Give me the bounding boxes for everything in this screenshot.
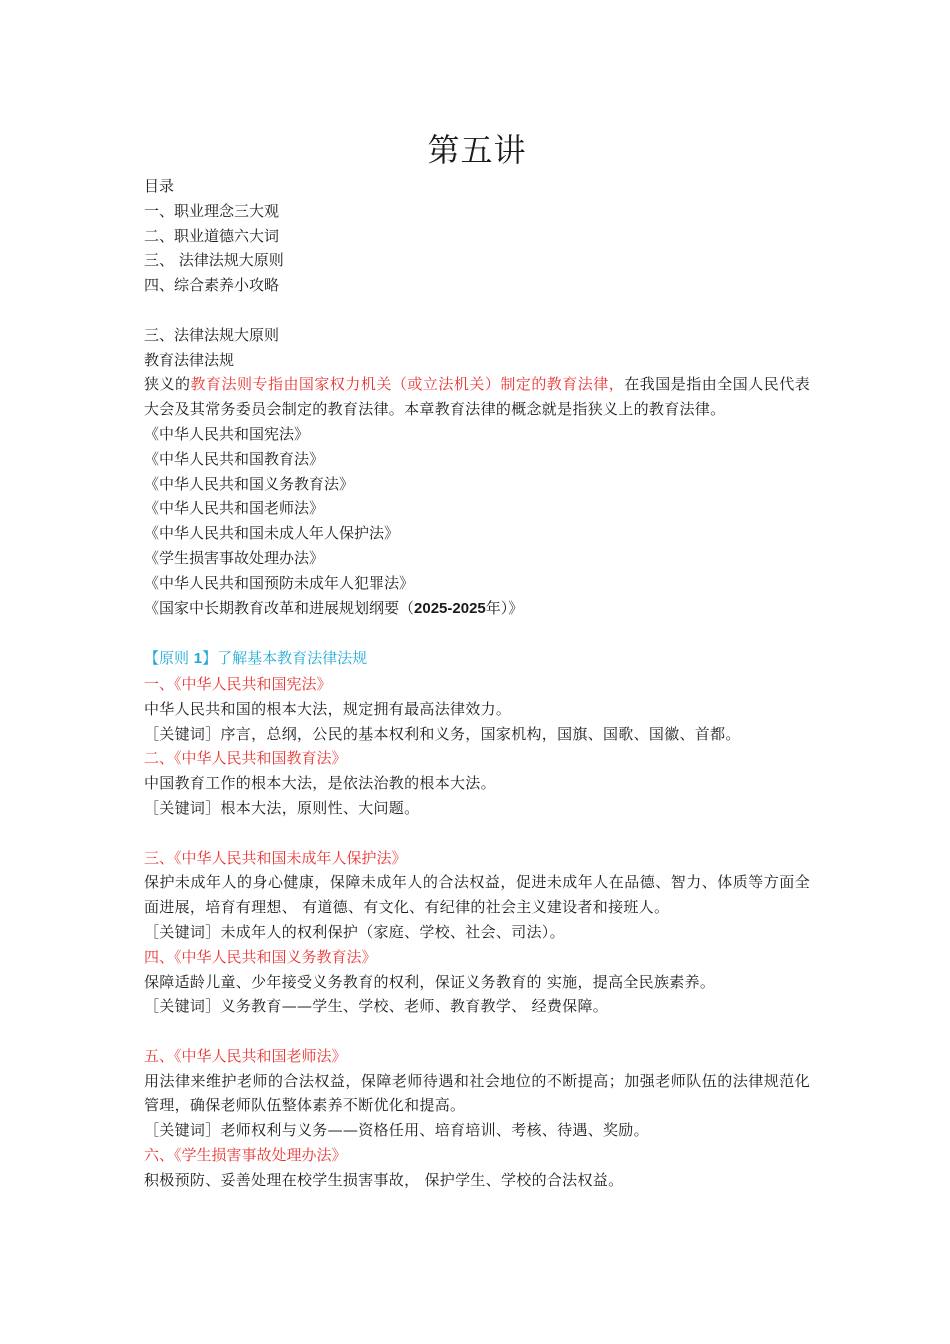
entry-description: 中华人民共和国的根本大法，规定拥有最高法律效力。 (144, 699, 512, 718)
principle-number: 1 (193, 650, 203, 668)
entry-keywords: ［关键词］未成年人的权利保护（家庭、学校、社会、司法）。 (144, 922, 565, 941)
law-list-item: 《中华人民共和国宪法》 (144, 424, 310, 443)
section-heading: 三、法律法规大原则 (144, 325, 280, 344)
entry-keywords: ［关键词］老师权利与义务——资格任用、培育培训、考核、待遇、奖励。 (144, 1121, 649, 1140)
entry-description: 用法律来维护老师的合法权益，保障老师待遇和社会地位的不断提高；加强老师队伍的法律规范化管理，确保老师队伍整体素养不断优化和提高。 (144, 1071, 810, 1115)
entry-title: 三、《中华人民共和国未成年人保护法》 (144, 848, 407, 867)
toc-item: 四、综合素养小攻略 (144, 276, 280, 295)
entry-description: 积极预防、妥善处理在校学生损害事故， 保护学生、学校的合法权益。 (144, 1170, 624, 1189)
definition-paragraph (144, 372, 810, 422)
law-list-item: 《中华人民共和国教育法》 (144, 449, 325, 468)
plan-years: 2025-2025 (414, 599, 486, 617)
spacer (144, 1019, 810, 1044)
entry-description: 中国教育工作的根本大法，是依法治教的根本大法。 (144, 774, 496, 793)
section-subheading: 教育法律法规 (144, 350, 235, 369)
entry-description: 保障适龄儿童、少年接受义务教育的权利，保证义务教育的 实施，提高全民族素养。 (144, 972, 716, 991)
definition-prefix: 狭义的 (144, 375, 191, 394)
law-list-item: 《中华人民共和国老师法》 (144, 499, 325, 518)
entry-title: 五、《中华人民共和国老师法》 (144, 1046, 347, 1065)
law-list-item: 《中华人民共和国义务教育法》 (144, 474, 355, 493)
entry-title: 六、《学生损害事故处理办法》 (144, 1146, 347, 1165)
entry-description: 保护未成年人的身心健康，保障未成年人的合法权益，促进未成年人在品德、智力、体质等方面全面进展，培育有理想、 有道德、有文化、有纪律的社会主义建设者和接班人。 (144, 873, 810, 917)
entry-keywords: ［关键词］义务教育——学生、学校、老师、教育教学、 经费保障。 (144, 997, 609, 1016)
toc-item: 三、 法律法规大原则 (144, 251, 284, 270)
document-title: 第五讲 (427, 131, 527, 169)
toc-item: 二、职业道德六大词 (144, 226, 280, 245)
document-page (144, 128, 810, 1193)
spacer (144, 298, 810, 323)
principle-heading: 【原则 1】了解基本教育法律法规 (144, 649, 368, 668)
toc-item: 一、职业理念三大观 (144, 201, 280, 220)
entry-title: 四、《中华人民共和国义务教育法》 (144, 947, 377, 966)
entry-keywords: ［关键词］根本大法，原则性、大问题。 (144, 798, 420, 817)
entry-title: 一、《中华人民共和国宪法》 (144, 674, 332, 693)
law-list-item: 《中华人民共和国未成人年人保护法》 (144, 524, 400, 543)
definition-highlight: 教育法则专指由国家权力机关（或立法机关）制定的教育法律， (190, 375, 625, 394)
law-list-item: 《学生损害事故处理办法》 (144, 548, 325, 567)
spacer (144, 821, 810, 846)
law-list-item: 《国家中长期教育改革和进展规划纲要（2025-2025年）》 (144, 598, 524, 617)
entry-keywords: ［关键词］序言，总纲，公民的基本权利和义务，国家机构，国旗、国歌、国徽、首都。 (144, 724, 741, 743)
spacer (144, 621, 810, 646)
entry-title: 二、《中华人民共和国教育法》 (144, 749, 347, 768)
toc-heading: 目录 (144, 177, 175, 195)
definition-rest: 在我国是指由全国人民代表大会及其常务委员会制定的教育法律。本章教育法律的概念就是指狭义上的教育法律。 (144, 375, 810, 419)
law-list-item: 《中华人民共和国预防未成年人犯罪法》 (144, 573, 415, 592)
